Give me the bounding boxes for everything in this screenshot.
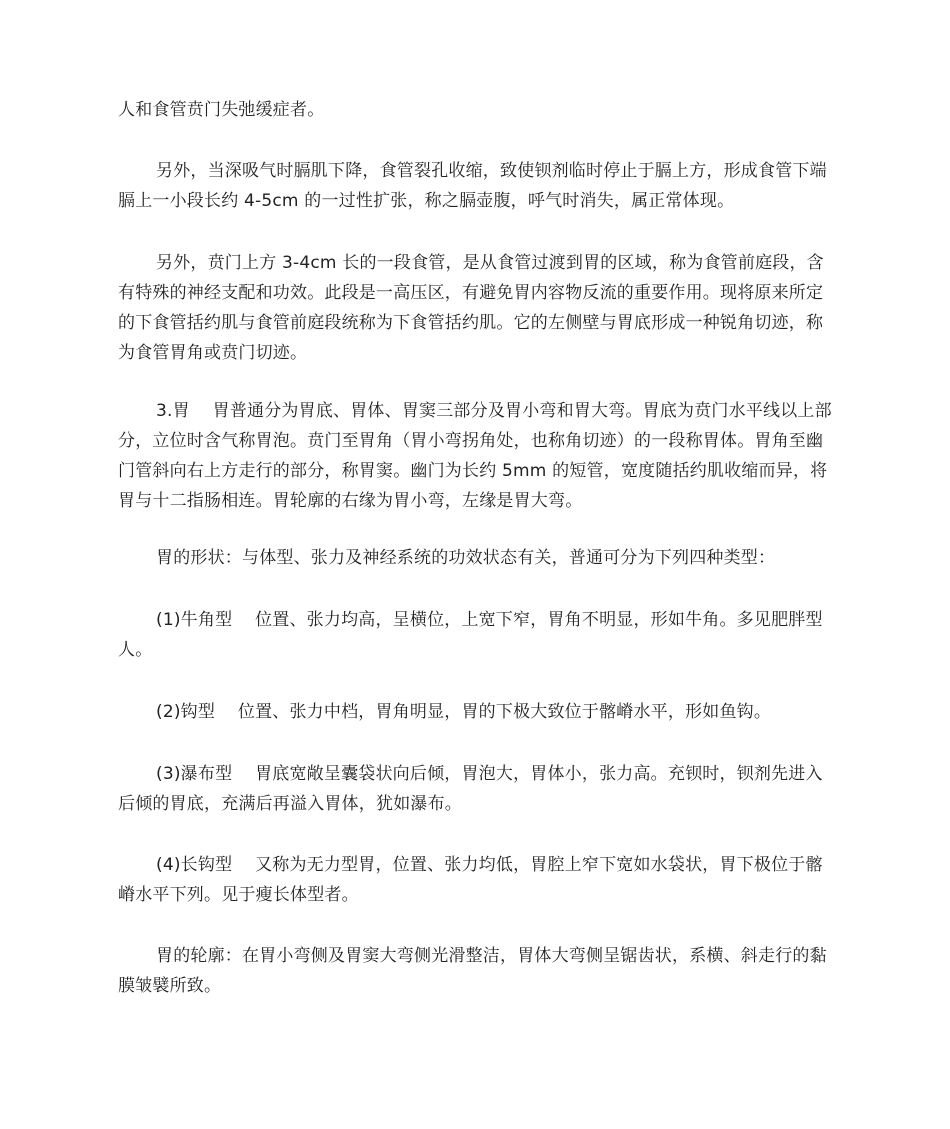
paragraph-vestibule: 另外，贲门上方 3-4cm 长的一段食管，是从食管过渡到胃的区域，称为食管前庭段，含有特殊的神经支配和功效。此段是一高压区，有避免胃内容物反流的重要作用。现将原来所定的下食管括约肌与食管前庭段统称为下食管括约肌。它的左侧壁与胃底形成一种锐角切迹，称为食管胃角或贲门切迹。 [118,253,824,363]
paragraph-ampulla: 另外，当深吸气时膈肌下降，食管裂孔收缩，致使钡剂临时停止于膈上方，形成食管下端膈上一小段长约 4-5cm 的一过性扩张，称之膈壶腹，呼气时消失，属正常体现。 [118,161,827,211]
paragraph-cascade-type: (3)瀑布型 胃底宽敞呈囊袋状向后倾，胃泡大，胃体小，张力高。充钡时，钡剂先进入后倾的胃底，充满后再溢入胃体，犹如瀑布。 [118,764,823,814]
paragraph-hook-type: (2)钩型 位置、张力中档，胃角明显，胃的下极大致位于髂嵴水平，形如鱼钩。 [156,702,772,722]
paragraph-long-hook-type: (4)长钩型 又称为无力型胃，位置、张力均低，胃腔上窄下宽如水袋状，胃下极位于髂嵴水平下列。见于瘦长体型者。 [118,855,823,905]
paragraph-continuation: 人和食管贲门失弛缓症者。 [118,100,325,120]
paragraph-stomach: 3.胃 胃普通分为胃底、胃体、胃窦三部分及胃小弯和胃大弯。胃底为贲门水平线以上部分，立位时含气称胃泡。贲门至胃角（胃小弯拐角处，也称角切迹）的一段称胃体。胃角至幽门管斜向右上方走行的部分，称胃窦。幽门为长约 5mm 的短管，宽度随括约肌收缩而异，将胃与十二指肠相连。胃轮廓的右缘为胃小弯，左缘是胃大弯。 [118,401,832,511]
paragraph-stomach-contour: 胃的轮廓：在胃小弯侧及胃窦大弯侧光滑整洁，胃体大弯侧呈锯齿状，系横、斜走行的黏膜皱襞所致。 [118,946,827,996]
paragraph-steer-horn-type: (1)牛角型 位置、张力均高，呈横位，上宽下窄，胃角不明显，形如牛角。多见肥胖型人。 [118,610,823,660]
paragraph-stomach-shape: 胃的形状：与体型、张力及神经系统的功效状态有关，普通可分为下列四种类型： [156,548,776,568]
